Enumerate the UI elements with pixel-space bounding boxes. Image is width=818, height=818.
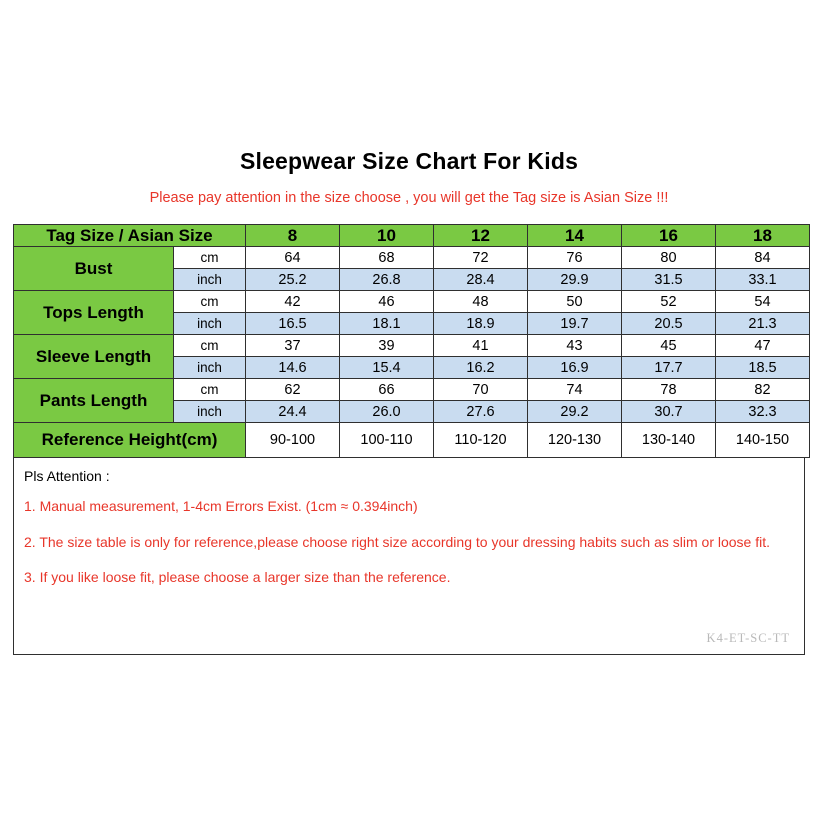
bust-inch-18: 33.1 [716,269,810,291]
note-line-2: 2. The size table is only for reference,please choose right size according to your dressing habits such as slim or loose fit. [24,533,771,550]
pants-inch-16: 30.7 [622,401,716,423]
unit-inch: inch [174,401,246,423]
subtitle-warning: Please pay attention in the size choose , you will get the Tag size is Asian Size !!! [149,190,669,206]
bust-inch-16: 31.5 [622,269,716,291]
row-label-tops-length: Tops Length [14,291,174,335]
sleeve-inch-8: 14.6 [246,357,340,379]
pants-cm-10: 66 [340,379,434,401]
sleeve-cm-18: 47 [716,335,810,357]
header-tag-size: Tag Size / Asian Size [14,225,246,247]
sleeve-cm-8: 37 [246,335,340,357]
sleeve-cm-12: 41 [434,335,528,357]
unit-cm: cm [174,379,246,401]
pants-inch-10: 26.0 [340,401,434,423]
bust-inch-8: 25.2 [246,269,340,291]
table-row [14,379,810,401]
pants-cm-14: 74 [528,379,622,401]
tops-cm-14: 50 [528,291,622,313]
tops-cm-8: 42 [246,291,340,313]
tops-cm-12: 48 [434,291,528,313]
sleeve-cm-10: 39 [340,335,434,357]
sleeve-inch-10: 15.4 [340,357,434,379]
bust-cm-8: 64 [246,247,340,269]
table-row [14,291,810,313]
tops-inch-12: 18.9 [434,313,528,335]
page-title: Sleepwear Size Chart For Kids [239,148,579,174]
table-header-row [14,225,810,247]
sleeve-inch-12: 16.2 [434,357,528,379]
size-chart-container [13,224,805,655]
bust-cm-16: 80 [622,247,716,269]
header-size-10: 10 [340,225,434,247]
bust-cm-10: 68 [340,247,434,269]
reference-12: 110-120 [434,423,528,458]
pants-inch-12: 27.6 [434,401,528,423]
row-label-reference-height: Reference Height(cm) [14,423,246,458]
size-chart-table [13,224,810,458]
table-row [14,335,810,357]
row-label-pants-length: Pants Length [14,379,174,423]
header-size-12: 12 [434,225,528,247]
pants-cm-16: 78 [622,379,716,401]
pants-cm-12: 70 [434,379,528,401]
notes-heading: Pls Attention : [24,468,110,484]
unit-cm: cm [174,335,246,357]
header-size-18: 18 [716,225,810,247]
note-line-1: 1. Manual measurement, 1-4cm Errors Exist. (1cm ≈ 0.394inch) [24,498,418,514]
tops-inch-10: 18.1 [340,313,434,335]
pants-inch-14: 29.2 [528,401,622,423]
unit-cm: cm [174,291,246,313]
bust-inch-10: 26.8 [340,269,434,291]
unit-cm: cm [174,247,246,269]
sleeve-inch-18: 18.5 [716,357,810,379]
row-label-bust: Bust [14,247,174,291]
note-line-3: 3. If you like loose fit, please choose a larger size than the reference. [24,569,451,586]
table-row [14,247,810,269]
bust-inch-12: 28.4 [434,269,528,291]
reference-10: 100-110 [340,423,434,458]
row-label-sleeve-length: Sleeve Length [14,335,174,379]
sleeve-inch-16: 17.7 [622,357,716,379]
header-size-8: 8 [246,225,340,247]
reference-14: 120-130 [528,423,622,458]
tops-cm-10: 46 [340,291,434,313]
watermark-code: K4-ET-SC-TT [706,631,790,645]
tops-inch-14: 19.7 [528,313,622,335]
reference-8: 90-100 [246,423,340,458]
bust-inch-14: 29.9 [528,269,622,291]
pants-inch-8: 24.4 [246,401,340,423]
sleeve-cm-14: 43 [528,335,622,357]
bust-cm-18: 84 [716,247,810,269]
reference-18: 140-150 [716,423,810,458]
pants-cm-8: 62 [246,379,340,401]
bust-cm-14: 76 [528,247,622,269]
tops-cm-16: 52 [622,291,716,313]
tops-inch-8: 16.5 [246,313,340,335]
sleeve-inch-14: 16.9 [528,357,622,379]
bust-cm-12: 72 [434,247,528,269]
reference-16: 130-140 [622,423,716,458]
notes-section [13,458,805,655]
pants-inch-18: 32.3 [716,401,810,423]
unit-inch: inch [174,313,246,335]
pants-cm-18: 82 [716,379,810,401]
header-size-14: 14 [528,225,622,247]
header-size-16: 16 [622,225,716,247]
tops-cm-18: 54 [716,291,810,313]
unit-inch: inch [174,357,246,379]
sleeve-cm-16: 45 [622,335,716,357]
tops-inch-16: 20.5 [622,313,716,335]
tops-inch-18: 21.3 [716,313,810,335]
table-row [14,423,810,458]
unit-inch: inch [174,269,246,291]
